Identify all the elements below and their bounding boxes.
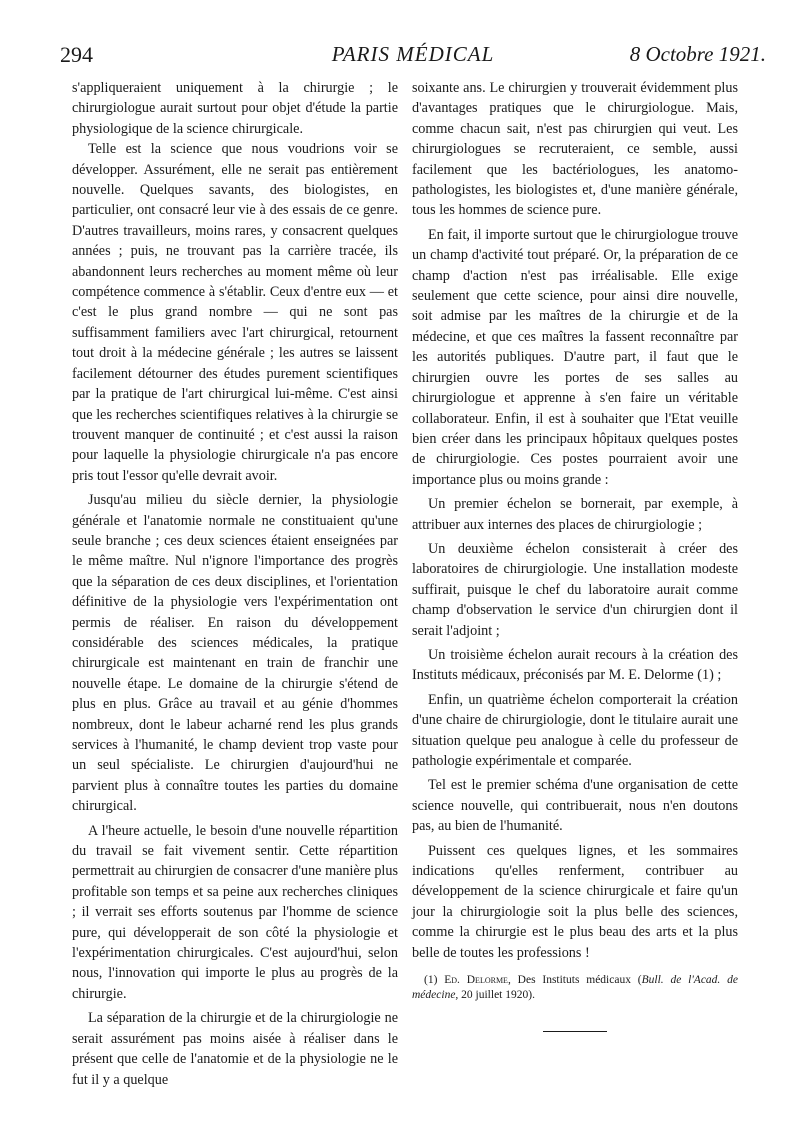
page-header [60, 42, 766, 72]
footnote-author: Ed. Delorme, [444, 974, 511, 987]
paragraph: A l'heure actuelle, le besoin d'une nouvelle répartition du travail se fait vivement sentir. Cette répartition permettrait au chirurgien de consacrer d'une manière plus profitable son temps et sa peine aux recherches cliniques ; il verrait ses efforts soutenus par l'homme de science pure, qui développerait de son côté la physiologie et l'expérimentation chirurgicales. C'est aujourd'hui, selon nous, l'innovation qui importe le plus au progrès de la chirurgie. [72, 822, 398, 1002]
paragraph: Tel est le premier schéma d'une organisation de cette science nouvelle, qui contribuerait, nous n'en doutons pas, au bien de l'humanité. [412, 777, 738, 835]
footnote-text: Des Instituts médicaux ( [517, 974, 642, 987]
paragraph: Un deuxième échelon consisterait à créer des laboratoires de chirurgiologie. Une installation modeste suffirait, puisque le chef du laboratoire aurait comme champ d'observation le service d'un chirurgien dont il serait l'adjoint ; [412, 540, 738, 639]
paragraph: Un troisième échelon aurait recours à la création des Instituts médicaux, préconisés par M. E. Delorme (1) ; [412, 646, 738, 684]
footnote [412, 973, 738, 1003]
paragraph: Telle est la science que nous voudrions voir se développer. Assurément, elle ne serait pas entièrement nouvelle. Quelques savants, des biologistes, en particulier, ont consacré leur vie à des essais de ce genre. D'autres travailleurs, moins rares, y consacrent quelques années ; puis, ne trouvant pas la carrière tracée, ils abandonnent leurs recherches au moment même où leur compétence commence à s'établir. Ceux d'entre eux — et c'est le plus grand nombre — qui ne sont pas suffisamment familiers avec l'art chirurgical, retournent tout droit à la médecine générale ; les autres se laissent facilement détourner des études purement scientifiques par la pratique de l'art chirurgical lui-même. C'est ainsi que les recherches scientifiques relatives à la chirurgie se trouvent manquer de continuité ; et c'est aussi la raison pour laquelle la physiologie chirurgicale n'a pas encore pris tout l'essor qu'elle devrait avoir. [72, 141, 398, 484]
page-number: 294 [60, 42, 93, 67]
paragraph: En fait, il importe surtout que le chirurgiologue trouve un champ d'activité tout préparé. Or, la préparation de ce champ d'action n'est pas irréalisable. Elle exige seulement que cette science, pour ainsi dire nouvelle, soit admise par les maîtres de la chirurgie et de la médecine, et que ces maîtres la fassent reconnaître par les autorités publiques. D'autre part, il faut que le chirurgien ouvre les portes de ses salles au chirurgiologue et apprenne à s'en faire un véritable collaborateur. Enfin, il est à souhaiter que l'Etat veuille bien créer dans les principaux hôpitaux quelques postes de chirurgiologie. Ces postes pourraient avoir une importance plus ou moins grande : [412, 226, 738, 488]
paragraph: Un premier échelon se bornerait, par exemple, à attribuer aux internes des places de chirurgiologie ; [412, 496, 738, 533]
right-column [412, 78, 738, 1032]
end-rule [543, 1031, 607, 1032]
paragraph: soixante ans. Le chirurgien y trouverait évidemment plus d'avantages pratiques que le chirurgiologue. Mais, comme chacun sait, n'est pas chirurgien qui veut. Les chirurgiologues se recruteraient, ce semble, aussi facilement que les bactériologues, les anatomo-pathologistes, les biologistes et, d'une manière générale, tous les hommes de science pure. [412, 80, 738, 219]
footnote-source: Bull. de l'Acad. de médecine, [412, 974, 738, 1002]
paragraph: Puissent ces quelques lignes, et les sommaires indications qu'elles renferment, contribuer au développement de la science chirurgicale et faire qu'un jour la chirurgiologie soit la plus belle des sciences, comme la chirurgie est le plus beau des arts et la plus belle de toutes les professions ! [412, 842, 738, 961]
footnote-date: 20 juillet 1920). [461, 989, 535, 1002]
left-column [72, 78, 398, 1090]
journal-title: PARIS MÉDICAL [331, 42, 495, 66]
paragraph: Enfin, un quatrième échelon comporterait la création d'une chaire de chirurgiologie, dont le titulaire aurait une situation quelque peu analogue à celle du professeur de pathologie expérimentale et comparée. [412, 691, 738, 769]
issue-date: 8 Octobre 1921. [629, 42, 766, 66]
footnote-marker: (1) [424, 974, 438, 987]
paragraph: La séparation de la chirurgie et de la chirurgiologie ne serait assurément pas moins aisée à réaliser dans le présent que celle de l'anatomie et de la physiologie ne le fut il y a quelque [72, 1010, 398, 1088]
paragraph: Jusqu'au milieu du siècle dernier, la physiologie générale et l'anatomie normale ne constituaient qu'une seule branche ; ces deux sciences étaient enseignées par le même maître. Nul n'ignore l'importance des progrès que la séparation de ces deux disciplines, et l'orientation définitive de la physiologie vers l'expérimentation ont permis de réaliser. En raison du développement considérable des sciences médicales, la pratique chirurgicale est maintenant en train de franchir une nouvelle étape. Le domaine de la chirurgie s'étend de plus en plus. Grâce au travail et au génie d'hommes nombreux, dont le labeur acharné rend les plus grands services à l'humanité, le champ devient trop vaste pour un seul spécialiste. Le chirurgien d'aujourd'hui ne parvient plus à connaître toutes les parties du domaine chirurgical. [72, 492, 398, 815]
paragraph: s'appliqueraient uniquement à la chirurgie ; le chirurgiologue aurait surtout pour objet d'étude la partie physiologique de la science chirurgicale. [72, 80, 398, 137]
